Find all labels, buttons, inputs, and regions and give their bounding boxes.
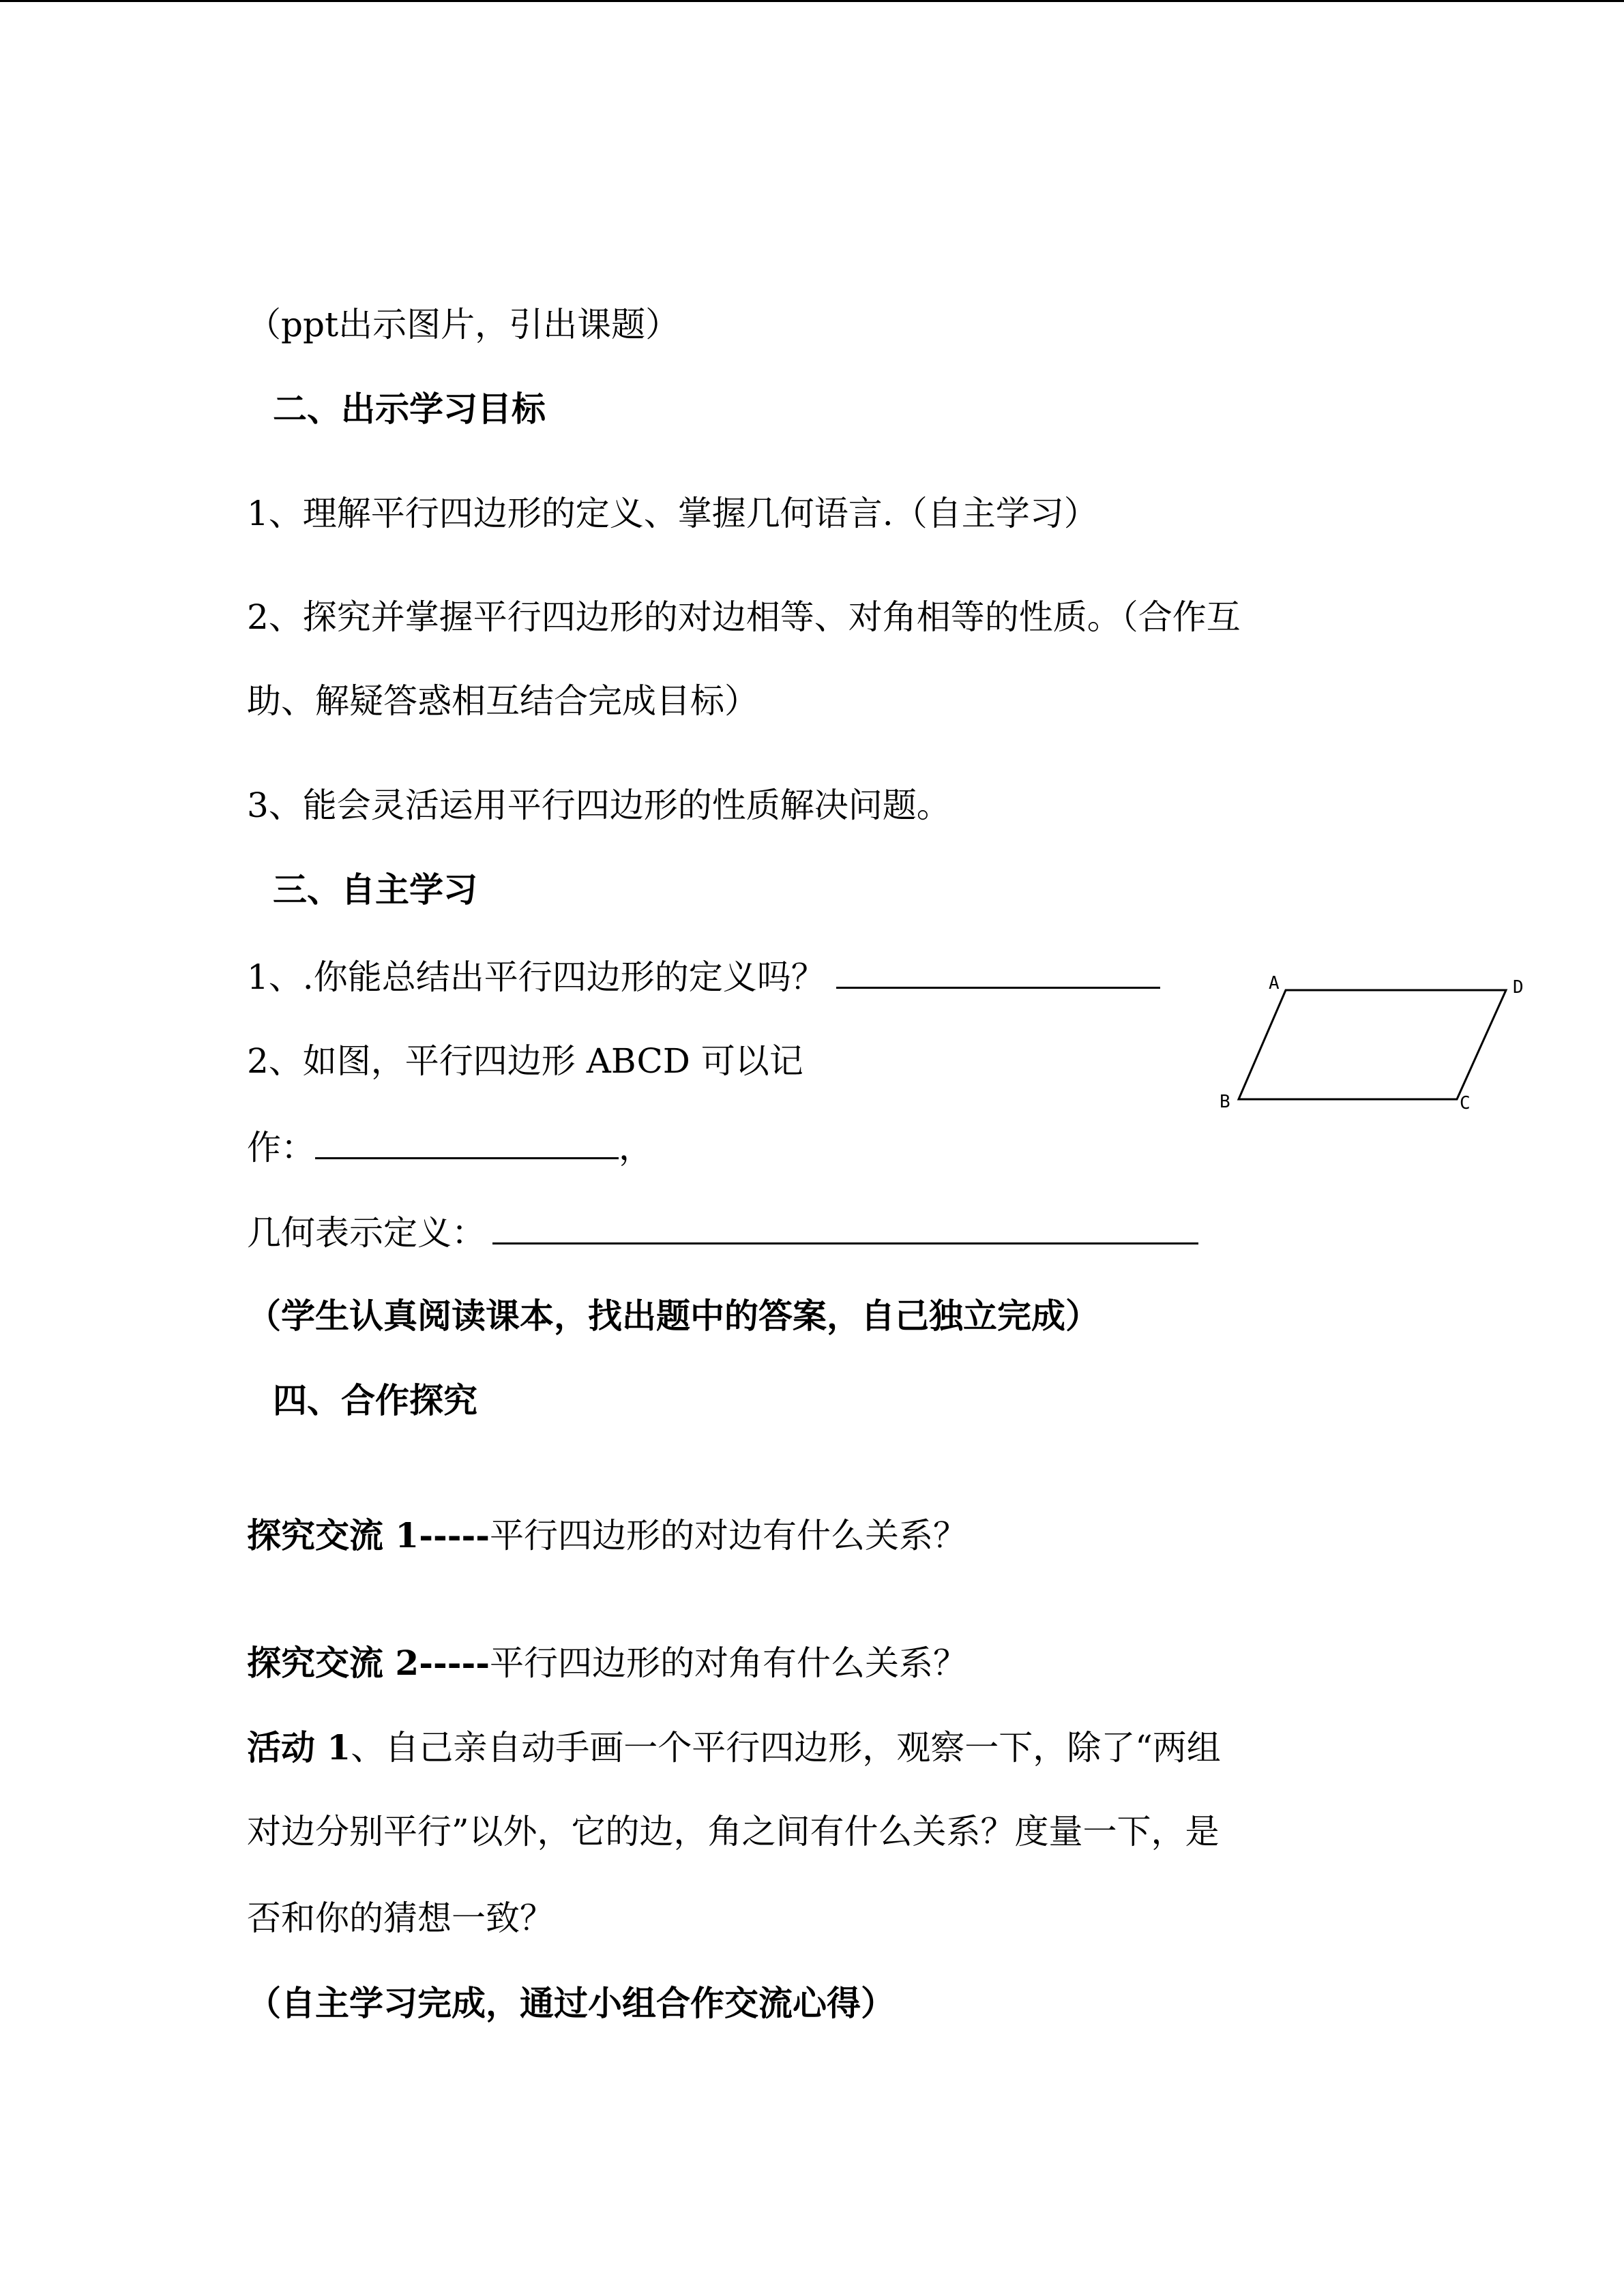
section-2-heading: 二、出示学习目标 [273,389,546,429]
question-2-comma: ， [619,1128,653,1167]
answer-blank-3[interactable] [492,1211,1198,1244]
goal-2-line-2: 助、解疑答惑相互结合完成目标） [247,681,758,721]
explore-1 [247,1515,967,1556]
activity-1-line-3: 否和你的猜想一致？ [247,1898,554,1938]
answer-blank-1[interactable] [836,955,1160,989]
explore-1-label: 探究交流 1----- [247,1515,490,1555]
question-1 [247,955,1160,998]
activity-1-line-1 [247,1727,1221,1768]
question-3-text: 几何表示定义： [247,1213,486,1253]
section-4-heading: 四、合作探究 [273,1380,477,1420]
activity-1-text: 、自己亲自动手画一个平行四边形，观察一下，除了“两组 [351,1728,1221,1768]
explore-2 [247,1643,967,1684]
section-4-instruction: （自主学习完成，通过小组合作交流心得） [247,1983,895,2023]
explore-2-label: 探究交流 2----- [247,1643,490,1683]
question-2-line-2 [247,1126,653,1168]
explore-2-text: 平行四边形的对角有什么关系？ [489,1643,967,1683]
page-top-border [0,0,1624,2]
goal-3: 3、能会灵活运用平行四边形的性质解决问题。 [247,786,951,825]
question-1-text: 1、.你能总结出平行四边形的定义吗？ [247,957,825,997]
activity-1-line-2: 对边分别平行”以外，它的边，角之间有什么关系？度量一下，是 [247,1812,1220,1851]
parallelogram-figure [1214,968,1535,1132]
intro-note: （ppt出示图片，引出课题） [247,305,680,344]
parallelogram-shape [1239,990,1506,1099]
goal-2-line-1: 2、探究并掌握平行四边形的对边相等、对角相等的性质。（合作互 [247,597,1241,637]
goal-1: 1、理解平行四边形的定义、掌握几何语言.（自主学习） [247,494,1098,533]
explore-1-text: 平行四边形的对边有什么关系？ [489,1516,967,1555]
question-2-label: 作： [247,1128,315,1167]
vertex-label-d: D [1513,977,1524,998]
activity-1-label: 活动 1 [247,1727,351,1768]
question-2-line-1: 2、如图，平行四边形 ABCD 可以记 [247,1041,803,1081]
vertex-label-c: C [1460,1093,1471,1114]
question-3 [247,1211,1198,1253]
section-3-instruction: （学生认真阅读课本，找出题中的答案，自己独立完成） [247,1296,1099,1336]
section-3-heading: 三、自主学习 [273,869,477,910]
vertex-label-b: B [1220,1092,1230,1112]
vertex-label-a: A [1269,973,1280,994]
answer-blank-2[interactable] [315,1126,619,1159]
